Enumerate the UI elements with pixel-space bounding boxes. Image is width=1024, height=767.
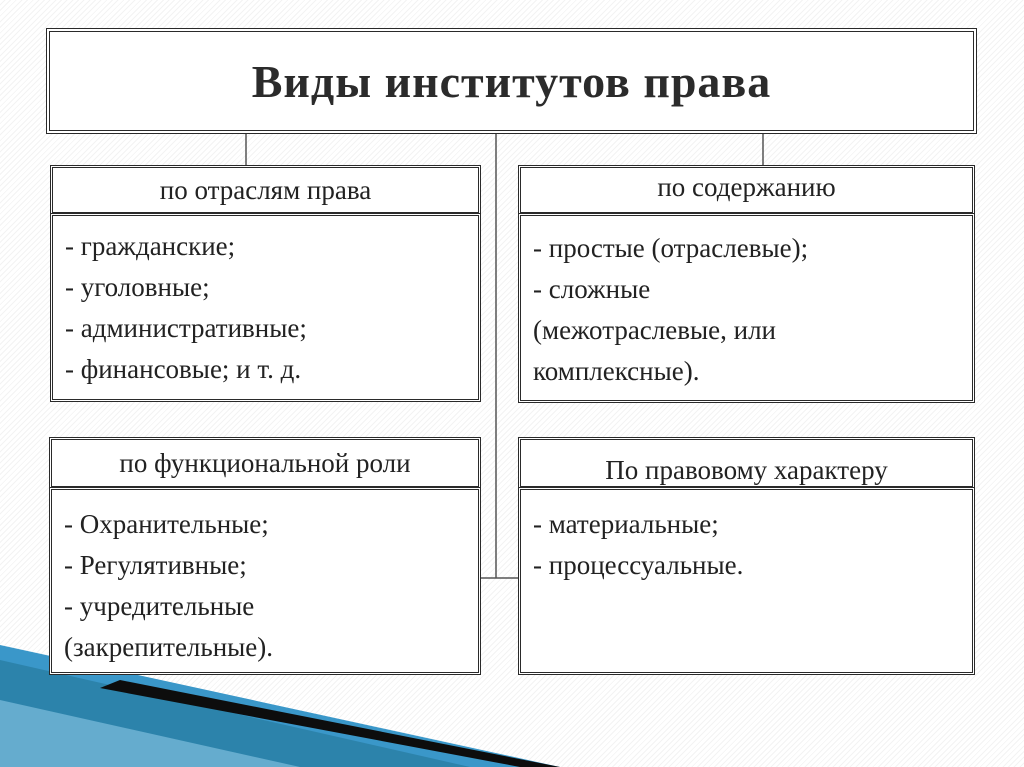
list-item: - Регулятивные; <box>64 550 247 580</box>
category-body-branch <box>50 213 481 402</box>
list-item: (закрепительные). <box>64 632 274 662</box>
category-header-branch <box>50 165 481 215</box>
list-item: - административные; <box>65 313 307 343</box>
category-heading: По правовому характеру <box>605 455 888 485</box>
list-item: - финансовые; и т. д. <box>65 354 302 384</box>
title-box <box>46 28 977 134</box>
list-item: комплексные). <box>533 356 700 386</box>
category-heading: по отраслям права <box>159 174 372 205</box>
category-header-content <box>518 165 975 215</box>
category-body-function <box>49 487 481 675</box>
list-item: - гражданские; <box>65 231 236 261</box>
list-item: - простые (отраслевые); <box>533 233 809 263</box>
category-header-character <box>518 437 975 489</box>
category-body-character <box>518 487 975 675</box>
list-item: (межотраслевые, или <box>533 315 776 345</box>
list-item: - процессуальные. <box>533 550 744 580</box>
list-item: - сложные <box>533 274 651 304</box>
list-item: - учредительные <box>64 591 255 621</box>
list-item: - Охранительные; <box>64 509 269 539</box>
list-item: - материальные; <box>533 509 719 539</box>
category-body-content <box>518 213 975 403</box>
category-heading: по содержанию <box>657 172 836 202</box>
category-header-function <box>49 437 481 489</box>
category-heading: по функциональной роли <box>119 447 411 478</box>
diagram-title: Виды институтов права <box>251 55 772 107</box>
list-item: - уголовные; <box>65 272 210 302</box>
